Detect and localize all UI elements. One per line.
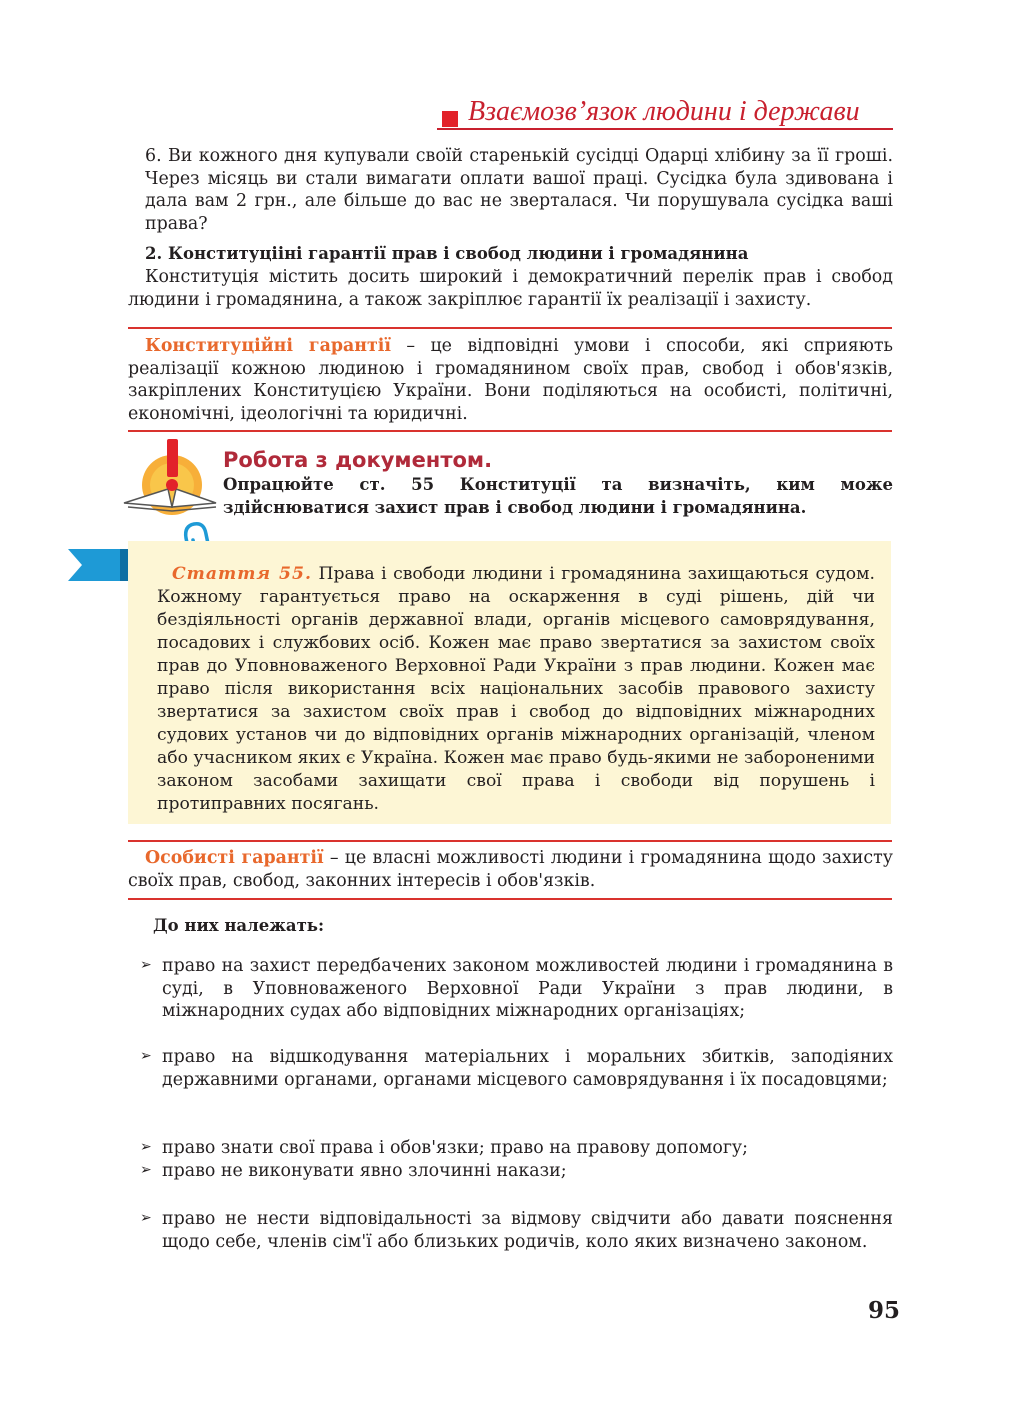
definition-text: – це відповідні умови і способи, які сприяють реалізації кожною людиною і громадянином своїх прав, свобод і обов'язків, закріплених Конституцією України. Вони поділяються на особисті, політичні, економічні, ідеологічні та юридичні. — [128, 336, 893, 424]
divider — [128, 840, 892, 842]
blue-tab-marker — [68, 549, 128, 581]
header-marker — [442, 111, 458, 127]
section-intro: Конституція містить досить широкий і демократичний перелік прав і свобод людини і громадянина, а також закріплює гарантії їх реалізації і захисту. — [128, 267, 893, 310]
definition-personal-guarantees — [128, 847, 893, 892]
definition-constitutional-guarantees — [128, 335, 893, 425]
arrow-bullet-icon: ➢ — [140, 1210, 152, 1226]
list-item: ➢ право не нести відповідальності за відмову свідчити або давати пояснення щодо себе, членів сім'ї або близьких родичів, коло яких визначено законом. — [140, 1209, 893, 1252]
arrow-bullet-icon: ➢ — [140, 1162, 152, 1178]
article-body: Права і свободи людини і громадянина захищаються судом. Кожному гарантується право на оскарження в суді рішень, дій чи бездіяльності органів державної влади, органів місцевого самоврядування, посадових і службових осіб. Кожен має право звертатися за захистом своїх прав до Уповноваженого Верховної Ради України з прав людини. Кожен має право після використання всіх національних засобів правового захисту звертатися за захистом своїх прав і свобод до відповідних міжнародних судових установ чи до відповідних органів міжнародних організацій, членом або учасником яких є Україна. Кожен має право будь-якими не забороненими законом засобами захищати свої права і свободи від порушень і протиправних посягань. — [157, 564, 875, 814]
book-exclamation-icon — [120, 437, 220, 519]
article-55-text — [157, 563, 875, 816]
section-heading: 2. Конституцііні гарантії прав і свобод людини і громадянина — [145, 244, 749, 263]
document-task-title: Робота з документом. — [223, 448, 493, 472]
chapter-title: Взаємозв’язок людини і держави — [468, 96, 860, 127]
term: Конституційні гарантії — [145, 336, 391, 356]
list-item: ➢ право на захист передбачених законом можливостей людини і громадянина в суді, в Уповноваженого Верховної Ради України з прав людини, в міжнародних судах або відповідних міжнародних організаціях; — [140, 956, 893, 1021]
arrow-bullet-icon: ➢ — [140, 957, 152, 973]
arrow-bullet-icon: ➢ — [140, 1048, 152, 1064]
definition-text: – це власні можливості людини і громадянина щодо захисту своїх прав, свобод, законних інтересів і обов'язків. — [128, 848, 893, 891]
divider — [128, 327, 892, 329]
term: Особисті гарантії — [145, 848, 324, 868]
task-6: 6. Ви кожного дня купували своїй старенькій сусідці Одарці хлібину за її гроші. Через місяць ви стали вимагати оплати вашої праці. Сусідка була здивована і дала вам 2 грн., але більше до вас не зверталася. Чи порушувала сусідка ваші права? — [145, 146, 893, 234]
list-item: ➢ право не виконувати явно злочинні накази; — [140, 1161, 567, 1181]
page-number: 95 — [868, 1297, 901, 1324]
list-item: ➢ право на відшкодування матеріальних і моральних збитків, заподіяних державними органами, органами місцевого самоврядування і їх посадовцями; — [140, 1047, 893, 1090]
article-label: Стаття 55. — [172, 564, 312, 584]
list-item: ➢ право знати свої права і обов'язки; право на правову допомогу; — [140, 1138, 749, 1158]
list-heading: До них належать: — [153, 916, 325, 935]
divider — [128, 430, 892, 432]
divider — [128, 898, 892, 900]
header-underline — [437, 128, 893, 130]
document-task-instruction: Опрацюйте ст. 55 Конституції та визначіть, ким може здійснюватися захист прав і свобод людини і громадянина. — [223, 475, 893, 517]
arrow-bullet-icon: ➢ — [140, 1139, 152, 1155]
